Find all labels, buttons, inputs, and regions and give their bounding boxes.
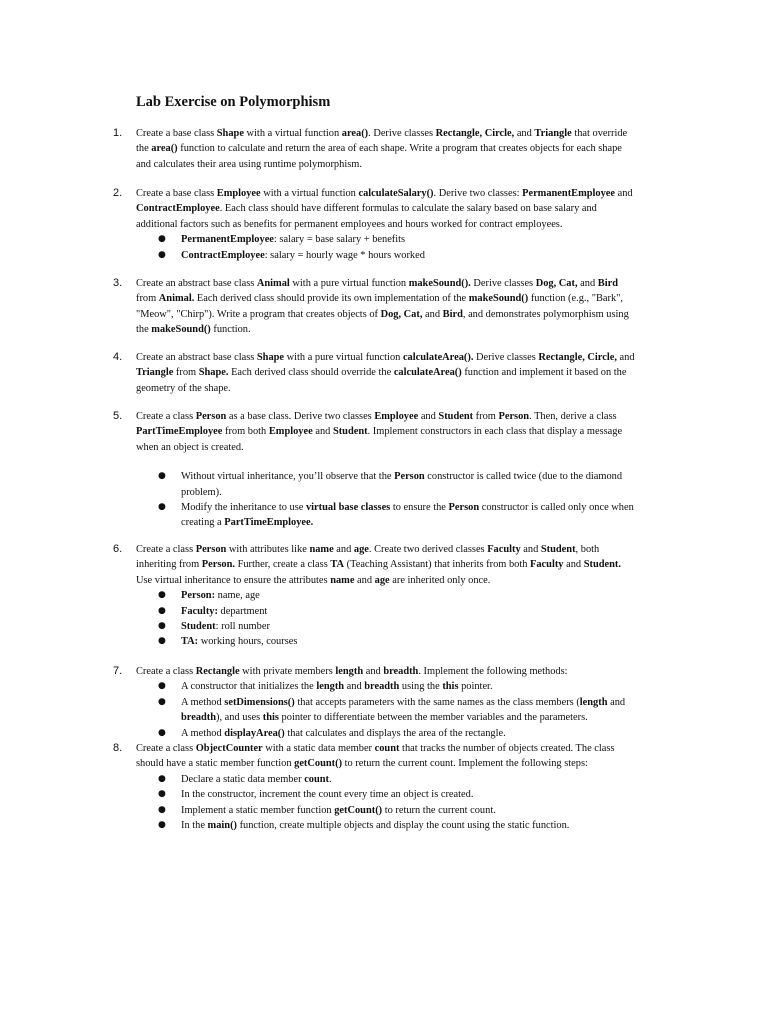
exercise-text-line: Create a class Rectangle with private members length and breadth. Implement the following methods:: [136, 666, 568, 677]
exercise-text-line: ContractEmployee. Each class should have different formulas to calculate the salary based on base salary and: [136, 203, 597, 215]
bullet-text-line: Person: name, age: [181, 590, 260, 602]
exercise-text-line: "Meow", "Chirp"). Write a program that creates objects of Dog, Cat, and Bird, and demonstrates polymorphism using: [136, 308, 629, 320]
bullet-icon: ●: [158, 804, 166, 815]
exercise-number: 6.: [113, 543, 123, 555]
bullet-icon: ●: [158, 696, 166, 707]
bullet-icon: ●: [158, 773, 166, 784]
bullet-text-line: Without virtual inheritance, you’ll observe that the Person constructor is called twice (due to the diamond: [181, 471, 623, 483]
bullet-text-line: Implement a static member function getCount() to return the current count.: [181, 804, 496, 816]
exercise-text-line: from Animal. Each derived class should provide its own implementation of the makeSound() function (e.g., "Bark",: [136, 293, 623, 305]
exercise-text-line: Create a class Person as a base class. Derive two classes Employee and Student from Person. Then, derive a class: [136, 411, 617, 422]
exercise-text-line: Create a class Person with attributes like name and age. Create two derived classes Faculty and Student, both: [136, 544, 600, 555]
bullet-text-line: Declare a static data member count.: [181, 773, 332, 785]
bullet-icon: ●: [158, 590, 166, 601]
bullet-icon: ●: [158, 789, 166, 800]
bullet-icon: ●: [158, 681, 166, 692]
bullet-text-line: Student: roll number: [181, 621, 270, 632]
bullet-text-line: A method displayArea() that calculates and displays the area of the rectangle.: [181, 727, 506, 739]
exercise-text-line: additional factors such as benefits for permanent employees and hours worked for contract employees.: [136, 218, 563, 230]
exercise-text-line: PartTimeEmployee from both Employee and Student. Implement constructors in each class that display a message: [136, 426, 623, 438]
exercise-number: 2.: [113, 187, 123, 199]
bullet-icon: ●: [158, 502, 166, 512]
bullet-text-line: A method setDimensions() that accepts parameters with the same names as the class members (length and: [181, 696, 626, 708]
exercise-text-line: Create a base class Employee with a virtual function calculateSalary(). Derive two classes: PermanentEmployee and: [136, 188, 633, 199]
exercise-number: 8.: [113, 742, 123, 754]
exercise-text-line: inheriting from Person. Further, create a class TA (Teaching Assistant) that inherits from both Faculty and Student.: [136, 559, 621, 571]
bullet-text-line: problem).: [181, 486, 222, 498]
exercise-number: 5.: [113, 410, 123, 422]
bullet-text-line: A constructor that initializes the length and breadth using the this pointer.: [181, 681, 493, 693]
bullet-text-line: creating a PartTimeEmployee.: [181, 517, 314, 529]
exercise-number: 4.: [113, 351, 123, 363]
bullet-icon: ●: [158, 636, 166, 647]
bullet-icon: ●: [158, 471, 166, 482]
exercise-number: 1.: [113, 127, 123, 139]
bullet-icon: ●: [158, 234, 166, 245]
bullet-text-line: breadth), and uses this pointer to differentiate between the member variables and the parameters.: [181, 712, 588, 724]
exercise-number: 3.: [113, 277, 123, 289]
exercise-text-line: Create a class ObjectCounter with a static data member count that tracks the number of objects created. The class: [136, 743, 615, 754]
exercise-text-line: Use virtual inheritance to ensure the attributes name and age are inherited only once.: [136, 574, 491, 586]
bullet-text-line: TA: working hours, courses: [181, 636, 298, 648]
exercise-number: 7.: [113, 665, 123, 677]
exercise-text-line: geometry of the shape.: [136, 382, 231, 394]
exercise-text-line: Triangle from Shape. Each derived class should override the calculateArea() function and implement it based on the: [136, 367, 627, 379]
exercise-text-line: the makeSound() function.: [136, 324, 251, 336]
bullet-text-line: PermanentEmployee: salary = base salary + benefits: [181, 234, 406, 246]
bullet-icon: ●: [158, 727, 166, 738]
exercise-text-line: Create a base class Shape with a virtual function area(). Derive classes Rectangle, Circle, and Triangle that override: [136, 128, 628, 139]
bullet-icon: ●: [158, 621, 166, 631]
bullet-text-line: ContractEmployee: salary = hourly wage * hours worked: [181, 249, 425, 261]
exercise-text-line: and calculates their area using runtime polymorphism.: [136, 158, 362, 170]
bullet-text-line: In the main() function, create multiple objects and display the count using the static function.: [181, 820, 570, 831]
exercise-text-line: Create an abstract base class Animal with a pure virtual function makeSound(). Derive classes Dog, Cat, and Bird: [136, 278, 618, 289]
bullet-icon: ●: [158, 249, 166, 260]
bullet-text-line: Modify the inheritance to use virtual base classes to ensure the Person constructor is called only once when: [181, 502, 634, 513]
exercise-text-line: Create an abstract base class Shape with a pure virtual function calculateArea(). Derive classes Rectangle, Circle, and: [136, 352, 635, 363]
bullet-icon: ●: [158, 820, 166, 830]
document-title: Lab Exercise on Polymorphism: [136, 94, 331, 110]
exercise-text-line: the area() function to calculate and return the area of each shape. Write a program that creates objects for each shape: [136, 143, 622, 155]
bullet-text-line: In the constructor, increment the count every time an object is created.: [181, 789, 474, 801]
bullet-text-line: Faculty: department: [181, 605, 268, 617]
exercise-text-line: should have a static member function getCount() to return the current count. Implement the following steps:: [136, 758, 588, 770]
exercise-text-line: when an object is created.: [136, 441, 244, 453]
bullet-icon: ●: [158, 605, 166, 616]
